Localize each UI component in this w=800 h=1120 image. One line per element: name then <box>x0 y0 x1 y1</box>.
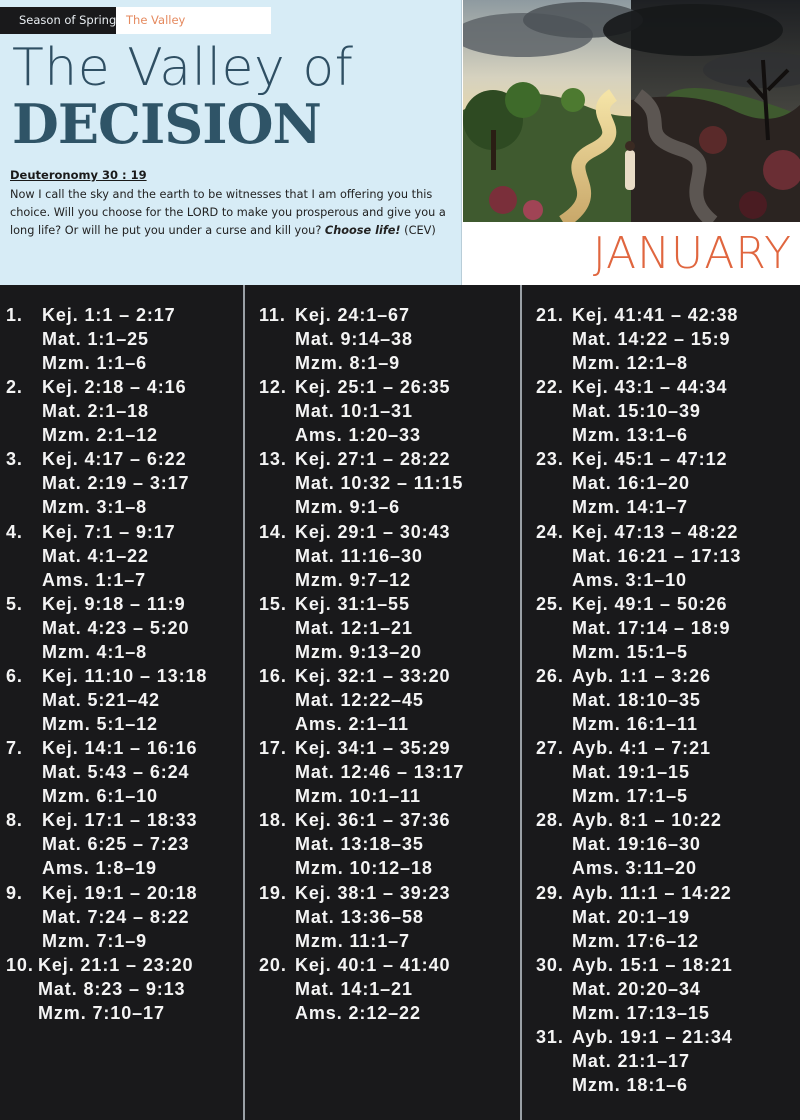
reading-passage: Kej. 11:10 – 13:18 <box>42 666 208 686</box>
reading-passage: Mat. 15:10–39 <box>572 401 701 422</box>
reading-passage: Ams. 2:1–11 <box>295 714 409 734</box>
day-entry <box>6 375 236 447</box>
verse-emphasis: Choose life! <box>324 224 401 237</box>
day-entry <box>259 881 489 953</box>
day-number: 16. <box>259 666 287 686</box>
reading-passage: Kej. 4:17 – 6:22 <box>42 449 187 470</box>
day-number: 28. <box>536 810 564 831</box>
day-entry <box>6 808 236 880</box>
reading-passage: Mzm. 3:1–8 <box>42 497 148 518</box>
reading-passage: Mat. 10:32 – 11:15 <box>295 473 464 494</box>
page-title-line1: The Valley of <box>12 38 354 98</box>
reading-passage: Kej. 47:13 – 48:22 <box>572 521 739 542</box>
reading-passage: Mzm. 17:13–15 <box>572 1002 710 1023</box>
day-number: 3. <box>6 449 23 470</box>
reading-passage: Ayb. 19:1 – 21:34 <box>572 1027 733 1047</box>
reading-passage: Kej. 32:1 – 33:20 <box>295 666 451 686</box>
reading-passage: Mzm. 9:1–6 <box>295 497 401 518</box>
reading-passage: Kej. 38:1 – 39:23 <box>295 882 451 903</box>
day-number: 4. <box>6 521 23 542</box>
day-entry <box>6 736 236 808</box>
day-number: 24. <box>536 521 564 542</box>
reading-passage: Mat. 16:21 – 17:13 <box>572 545 742 566</box>
reading-passage: Mat. 12:22–45 <box>295 690 424 710</box>
reading-passage: Mat. 7:24 – 8:22 <box>42 906 190 927</box>
day-entry <box>6 881 236 953</box>
reading-passage: Kej. 27:1 – 28:22 <box>295 449 451 470</box>
verse-body: Now I call the sky and the earth to be witnesses that I am offering you this choice. Will you choose for the LORD to make you prosperous and give you a long life? Or will he put you under a curse and kill you? <box>10 188 446 237</box>
reading-passage: Mzm. 1:1–6 <box>42 353 148 373</box>
reading-passage: Kej. 19:1 – 20:18 <box>42 882 198 903</box>
reading-passage: Mat. 18:10–35 <box>572 690 701 710</box>
series-tag: The Valley <box>116 7 271 34</box>
reading-passage: Kej. 40:1 – 41:40 <box>295 954 451 975</box>
reading-passage: Mat. 13:18–35 <box>295 834 424 855</box>
day-entry <box>536 736 766 808</box>
reading-passage: Mat. 14:22 – 15:9 <box>572 329 731 349</box>
reading-passage: Kej. 41:41 – 42:38 <box>572 305 739 325</box>
day-number: 8. <box>6 810 23 831</box>
reading-passage: Mzm. 17:1–5 <box>572 786 688 807</box>
reading-passage: Ayb. 8:1 – 10:22 <box>572 810 722 831</box>
day-number: 9. <box>6 882 23 903</box>
reading-passage: Ayb. 4:1 – 7:21 <box>572 738 711 759</box>
day-number: 22. <box>536 377 564 398</box>
day-entry <box>536 664 766 736</box>
month-label: JANUARY <box>592 228 792 279</box>
reading-passage: Mat. 19:16–30 <box>572 834 701 855</box>
day-entry <box>536 447 766 519</box>
reading-passage: Ayb. 1:1 – 3:26 <box>572 666 711 686</box>
day-number: 31. <box>536 1027 564 1047</box>
reading-passage: Mat. 12:1–21 <box>295 617 413 638</box>
reading-passage: Ayb. 11:1 – 14:22 <box>572 882 732 903</box>
day-number: 23. <box>536 449 564 470</box>
reading-passage: Mat. 21:1–17 <box>572 1051 690 1071</box>
reading-passage: Mat. 9:14–38 <box>295 329 413 349</box>
day-entry <box>259 953 489 1025</box>
reading-passage: Mzm. 9:7–12 <box>295 569 411 590</box>
reading-passage: Mat. 20:1–19 <box>572 906 690 927</box>
reading-passage: Mat. 17:14 – 18:9 <box>572 617 731 638</box>
reading-passage: Mzm. 6:1–10 <box>42 786 158 807</box>
reading-passage: Mzm. 12:1–8 <box>572 353 688 373</box>
day-number: 2. <box>6 377 23 398</box>
day-entry <box>536 592 766 664</box>
day-number: 25. <box>536 593 564 614</box>
day-entry <box>536 375 766 447</box>
reading-passage: Kej. 9:18 – 11:9 <box>42 593 186 614</box>
reading-passage: Ayb. 15:1 – 18:21 <box>572 954 733 975</box>
day-entry <box>536 520 766 592</box>
reading-passage: Mat. 5:21–42 <box>42 690 160 710</box>
reading-passage: Kej. 24:1–67 <box>295 305 410 325</box>
reading-passage: Mzm. 7:10–17 <box>38 1002 165 1023</box>
day-entry <box>6 953 236 1025</box>
reading-passage: Mat. 10:1–31 <box>295 401 413 422</box>
day-entry <box>536 953 766 1025</box>
reading-passage: Kej. 31:1–55 <box>295 593 410 614</box>
reading-passage: Kej. 43:1 – 44:34 <box>572 377 728 398</box>
verse-version: (CEV) <box>404 224 436 237</box>
day-number: 18. <box>259 810 287 831</box>
day-number: 5. <box>6 593 23 614</box>
day-number: 30. <box>536 954 564 975</box>
day-entry <box>259 303 489 375</box>
reading-schedule <box>0 285 800 1120</box>
reading-passage: Kej. 2:18 – 4:16 <box>42 377 187 398</box>
valley-path-image <box>463 0 800 222</box>
day-entry <box>536 303 766 375</box>
reading-passage: Ams. 3:11–20 <box>572 858 697 879</box>
day-entry <box>536 881 766 953</box>
day-number: 10. <box>6 954 34 975</box>
reading-passage: Ams. 3:1–10 <box>572 569 687 590</box>
day-number: 27. <box>536 738 564 759</box>
reading-passage: Mzm. 7:1–9 <box>42 930 148 951</box>
day-entry <box>259 520 489 592</box>
reading-passage: Mzm. 15:1–5 <box>572 641 688 662</box>
reading-passage: Mat. 4:1–22 <box>42 545 149 566</box>
reading-passage: Kej. 45:1 – 47:12 <box>572 449 728 470</box>
reading-passage: Kej. 17:1 – 18:33 <box>42 810 198 831</box>
day-number: 15. <box>259 593 287 614</box>
reading-passage: Kej. 29:1 – 30:43 <box>295 521 451 542</box>
reading-passage: Ams. 2:12–22 <box>295 1002 421 1023</box>
reading-passage: Mat. 20:20–34 <box>572 978 701 999</box>
reading-passage: Mzm. 18:1–6 <box>572 1075 688 1095</box>
day-number: 19. <box>259 882 287 903</box>
reading-passage: Kej. 21:1 – 23:20 <box>38 954 194 975</box>
reading-passage: Mat. 14:1–21 <box>295 978 413 999</box>
reading-passage: Kej. 36:1 – 37:36 <box>295 810 451 831</box>
day-number: 7. <box>6 738 23 759</box>
reading-passage: Mzm. 2:1–12 <box>42 425 158 446</box>
reading-passage: Mat. 12:46 – 13:17 <box>295 762 465 783</box>
day-number: 21. <box>536 305 564 325</box>
reading-passage: Mat. 2:19 – 3:17 <box>42 473 190 494</box>
reading-passage: Kej. 49:1 – 50:26 <box>572 593 728 614</box>
reading-passage: Mat. 5:43 – 6:24 <box>42 762 190 783</box>
reading-passage: Ams. 1:1–7 <box>42 569 147 590</box>
day-number: 26. <box>536 666 564 686</box>
day-entry <box>6 520 236 592</box>
day-number: 6. <box>6 666 23 686</box>
reading-passage: Kej. 1:1 – 2:17 <box>42 305 176 325</box>
valley-illustration <box>463 0 800 222</box>
reading-passage: Mat. 1:1–25 <box>42 329 149 349</box>
day-entry <box>6 592 236 664</box>
day-entry <box>536 1025 766 1097</box>
reading-passage: Mat. 19:1–15 <box>572 762 690 783</box>
day-entry <box>259 447 489 519</box>
reading-passage: Mat. 16:1–20 <box>572 473 690 494</box>
reading-passage: Mzm. 10:12–18 <box>295 858 433 879</box>
day-entry <box>536 808 766 880</box>
reading-passage: Mzm. 11:1–7 <box>295 930 410 951</box>
reading-passage: Mzm. 8:1–9 <box>295 353 401 373</box>
day-number: 17. <box>259 738 287 759</box>
day-entry <box>259 592 489 664</box>
reading-passage: Kej. 14:1 – 16:16 <box>42 738 198 759</box>
day-entry <box>6 447 236 519</box>
reading-passage: Mzm. 4:1–8 <box>42 641 148 662</box>
reading-passage: Mat. 2:1–18 <box>42 401 149 422</box>
verse-reference: Deuteronomy 30 : 19 <box>10 168 147 182</box>
day-entry <box>6 303 236 375</box>
reading-passage: Ams. 1:8–19 <box>42 858 157 879</box>
reading-passage: Mat. 13:36–58 <box>295 906 424 927</box>
day-entry <box>259 375 489 447</box>
column-divider <box>520 285 522 1120</box>
reading-passage: Mzm. 10:1–11 <box>295 786 421 807</box>
reading-passage: Kej. 34:1 – 35:29 <box>295 738 451 759</box>
reading-passage: Mat. 11:16–30 <box>295 545 423 566</box>
title-panel <box>0 0 462 285</box>
day-number: 14. <box>259 521 287 542</box>
reading-passage: Mzm. 13:1–6 <box>572 425 688 446</box>
day-number: 12. <box>259 377 287 398</box>
day-entry <box>259 808 489 880</box>
day-number: 11. <box>259 305 286 325</box>
day-entry <box>259 736 489 808</box>
day-number: 29. <box>536 882 564 903</box>
reading-passage: Mat. 4:23 – 5:20 <box>42 617 190 638</box>
reading-passage: Ams. 1:20–33 <box>295 425 421 446</box>
verse-text <box>10 186 456 240</box>
reading-passage: Mzm. 16:1–11 <box>572 714 698 734</box>
reading-passage: Kej. 25:1 – 26:35 <box>295 377 451 398</box>
day-number: 13. <box>259 449 287 470</box>
reading-passage: Mzm. 14:1–7 <box>572 497 688 518</box>
reading-passage: Mat. 8:23 – 9:13 <box>38 978 186 999</box>
day-number: 1. <box>6 305 23 325</box>
column-divider <box>243 285 245 1120</box>
reading-passage: Mzm. 17:6–12 <box>572 930 699 951</box>
page-header <box>0 0 800 285</box>
reading-passage: Mat. 6:25 – 7:23 <box>42 834 190 855</box>
page-title-line2: DECISION <box>12 92 321 156</box>
day-number: 20. <box>259 954 287 975</box>
season-tag: Season of Spring <box>0 7 116 34</box>
reading-passage: Mzm. 5:1–12 <box>42 714 158 734</box>
day-entry <box>6 664 236 736</box>
day-entry <box>259 664 489 736</box>
reading-passage: Kej. 7:1 – 9:17 <box>42 521 176 542</box>
reading-passage: Mzm. 9:13–20 <box>295 641 422 662</box>
